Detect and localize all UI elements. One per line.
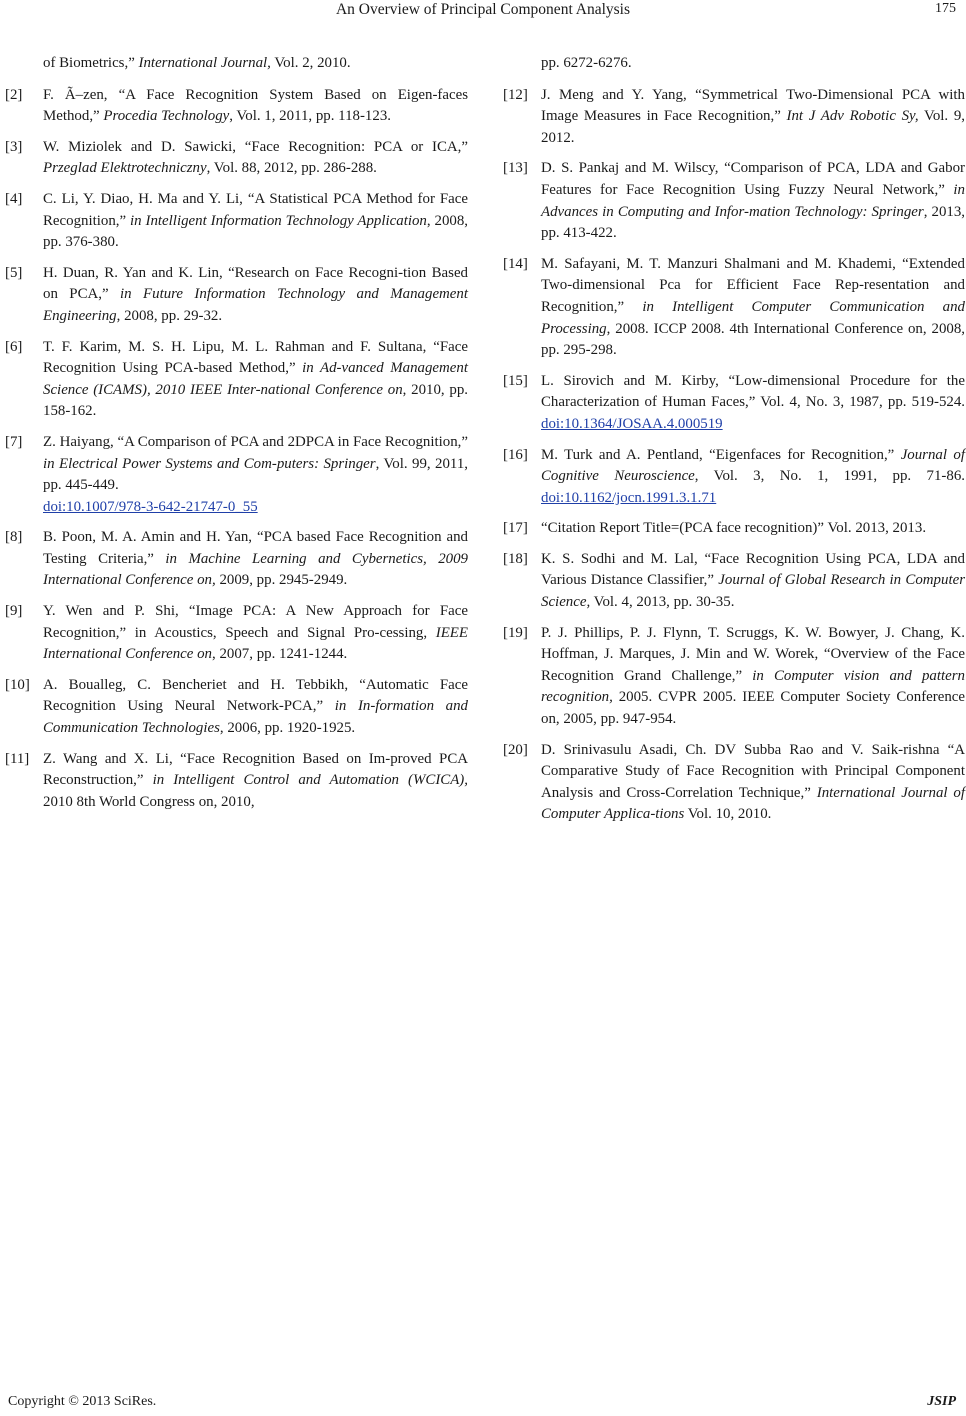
reference-item: [8] B. Poon, M. A. Amin and H. Yan, “PCA based Face Recognition and Testing Criteria,” in Machine Learning and Cybernetics, 2009 International Conference on, 2009, pp. 2945-2949.: [5, 529, 468, 589]
reference-item: [6] T. F. Karim, M. S. H. Lipu, M. L. Rahman and F. Sultana, “Face Recognition Using PCA-based Method,” in Ad-vanced Management Science (ICAMS), 2010 IEEE Inter-national Conference on, 2010, pp. 158-162.: [5, 338, 468, 420]
reference-continuation: pp. 6272-6276.: [541, 55, 632, 71]
reference-number: [13]: [503, 160, 528, 177]
doi-link[interactable]: doi:10.1162/jocn.1991.3.1.71: [541, 489, 717, 506]
reference-number: [19]: [503, 624, 528, 641]
reference-item: [10] A. Boualleg, C. Bencheriet and H. Tebbikh, “Automatic Face Recognition Using Neural Network-PCA,” in In-formation and Communication Technologies, 2006, pp. 1920-1925.: [5, 676, 468, 737]
page-number: 175: [935, 1, 956, 16]
running-title: An Overview of Principal Component Analysis: [335, 1, 631, 18]
reference-item: [12] J. Meng and Y. Yang, “Symmetrical Two-Dimensional PCA with Image Measures in Face Recognition,” Int J Adv Robotic Sy, Vol. 9, 2012.: [503, 86, 965, 146]
reference-number: [3]: [5, 138, 23, 155]
reference-item: [18] K. S. Sodhi and M. Lal, “Face Recognition Using PCA, LDA and Various Distance Classifier,” Journal of Global Research in Computer Science, Vol. 4, 2013, pp. 30-35.: [503, 550, 965, 611]
reference-number: [8]: [5, 529, 23, 546]
reference-number: [2]: [5, 86, 23, 103]
reference-item: [15] L. Sirovich and M. Kirby, “Low-dimensional Procedure for the Characterization of Human Faces,” Vol. 4, No. 3, 1987, pp. 519-524. doi:10.1364/JOSAA.4.000519: [503, 372, 965, 432]
reference-number: [11]: [5, 750, 30, 767]
right-column: [503, 53, 965, 826]
reference-item: [2] F. Ã–zen, “A Face Recognition System Based on Eigen-faces Method,” Procedia Technology, Vol. 1, 2011, pp. 118-123.: [5, 86, 468, 125]
reference-item: [14] M. Safayani, M. T. Manzuri Shalmani and M. Khademi, “Extended Two-dimensional Pca for Efficient Face Rep-resentation and Recognition,” in Intelligent Computer Communication and Processing, 2008. ICCP 2008. 4th International Conference on, 2008, pp. 295-298.: [503, 255, 966, 359]
reference-item: [4] C. Li, Y. Diao, H. Ma and Y. Li, “A Statistical PCA Method for Face Recognition,” in Intelligent Information Technology Application, 2008, pp. 376-380.: [5, 190, 469, 251]
reference-number: [7]: [5, 433, 23, 450]
reference-item: [11] Z. Wang and X. Li, “Face Recognition Based on Im-proved PCA Reconstruction,” in Intelligent Control and Automation (WCICA), 2010 8th World Congress on, 2010,: [5, 750, 468, 810]
reference-item: [20] D. Srinivasulu Asadi, Ch. DV Subba Rao and V. Saik-rishna “A Comparative Study of Face Recognition with Principal Component Analysis and Cross-Correlation Technique,” International Journal of Computer Applica-tions Vol. 10, 2010.: [503, 741, 965, 823]
reference-item: [3] W. Miziolek and D. Sawicki, “Face Recognition: PCA or ICA,” Przeglad Elektrotechniczny, Vol. 88, 2012, pp. 286-288.: [5, 138, 468, 177]
reference-item: [16] M. Turk and A. Pentland, “Eigenfaces for Recognition,” Journal of Cognitive Neuroscience, Vol. 3, No. 1, 1991, pp. 71-86. doi:10.1162/jocn.1991.3.1.71: [503, 446, 966, 506]
reference-number: [14]: [503, 255, 528, 272]
journal-abbreviation: JSIP: [927, 1394, 956, 1409]
reference-number: [20]: [503, 741, 528, 758]
reference-item: [5] H. Duan, R. Yan and K. Lin, “Research on Face Recogni-tion Based on PCA,” in Future Information Technology and Management Engineering, 2008, pp. 29-32.: [5, 264, 468, 324]
reference-item: [19] P. J. Phillips, P. J. Flynn, T. Scruggs, K. W. Bowyer, J. Chang, K. Hoffman, J. Marques, J. Min and W. Worek, “Overview of the Face Recognition Grand Challenge,” in Computer vision and pattern recognition, 2005. CVPR 2005. IEEE Computer Society Conference on, 2005, pp. 947-954.: [503, 624, 965, 728]
reference-number: [17]: [503, 520, 528, 537]
copyright-notice: Copyright © 2013 SciRes.: [8, 1394, 157, 1409]
left-column: [5, 53, 468, 813]
reference-number: [10]: [5, 676, 30, 693]
reference-number: [18]: [503, 550, 528, 567]
reference-number: [12]: [503, 86, 528, 103]
reference-item: [7] Z. Haiyang, “A Comparison of PCA and 2DPCA in Face Recognition,” in Electrical Power Systems and Com-puters: Springer, Vol. 99, 2011, pp. 445-449. doi:10.1007/978-3-642-21747-0_55: [5, 433, 468, 515]
reference-number: [5]: [5, 264, 23, 281]
reference-continuation: of Biometrics,” International Journal, Vol. 2, 2010.: [43, 55, 351, 71]
reference-item: [13] D. S. Pankaj and M. Wilscy, “Comparison of PCA, LDA and Gabor Features for Face Recognition Using Fuzzy Neural Network,” in Advances in Computing and Infor-mation Technology: Springer, 2013, pp. 413-422.: [503, 160, 966, 242]
reference-number: [16]: [503, 446, 528, 463]
reference-number: [4]: [5, 190, 23, 207]
reference-item: [17] “Citation Report Title=(PCA face recognition)” Vol. 2013, 2013.: [503, 518, 965, 540]
reference-number: [6]: [5, 338, 23, 355]
doi-link[interactable]: doi:10.1007/978-3-642-21747-0_55: [43, 498, 258, 515]
reference-number: [15]: [503, 372, 528, 389]
reference-item: [9] Y. Wen and P. Shi, “Image PCA: A New Approach for Face Recognition,” in Acoustics, Speech and Signal Pro-cessing, IEEE International Conference on, 2007, pp. 1241-1244.: [5, 603, 468, 663]
reference-number: [9]: [5, 603, 23, 620]
doi-link[interactable]: doi:10.1364/JOSAA.4.000519: [541, 415, 723, 432]
